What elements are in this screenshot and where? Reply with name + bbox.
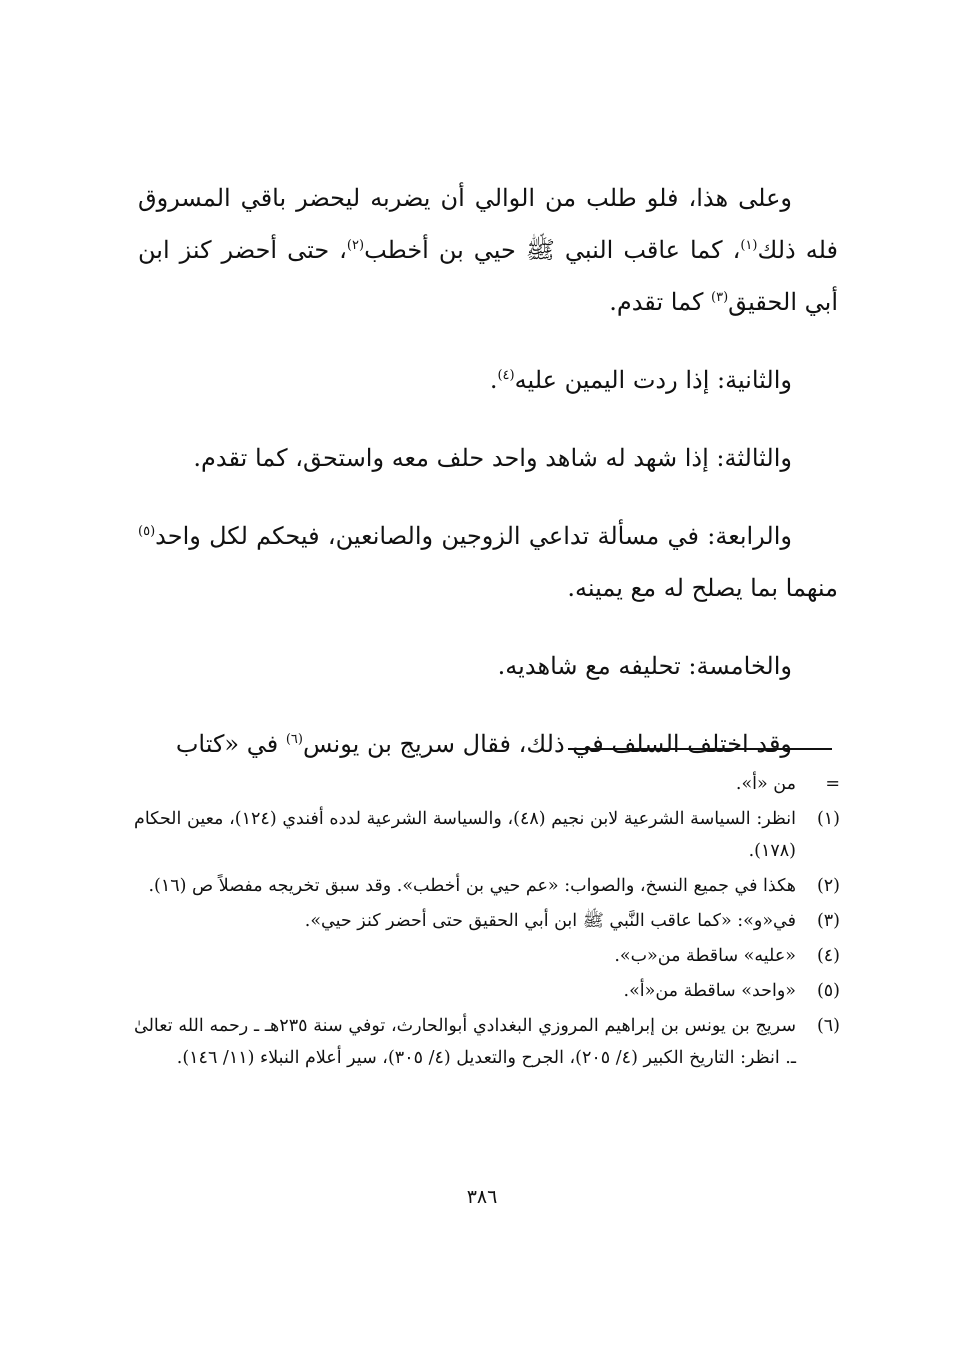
paragraph	[138, 432, 838, 484]
footnotes	[134, 768, 840, 1077]
footnote-mark: (٤)	[816, 946, 840, 966]
footnote-mark: (٥)	[816, 981, 840, 1001]
main-text	[138, 172, 838, 796]
footnote	[134, 870, 840, 902]
text-segment: وقد اختلف السلف في ذلك، فقال سريج بن يونس	[302, 730, 792, 758]
text-segment: كما تقدم.	[609, 288, 711, 316]
footnote-mark: (٣)	[816, 911, 840, 931]
footnote-mark: (٢)	[816, 876, 840, 896]
text-segment: .	[489, 366, 498, 394]
footnote-mark: (٦)	[816, 1016, 840, 1036]
text-segment: وعلى هذا، فلو طلب من الوالي أن يضربه ليحضر باقي المسروق فله ذلك	[138, 184, 838, 264]
footnote-ref: (١)	[740, 238, 758, 253]
footnote-mark: =	[825, 774, 840, 794]
footnote-text: من «أ».	[735, 774, 796, 794]
footnote-text: هكذا في جميع النسخ، والصواب: «عم حيي بن أخطب». وقد سبق تخريجه مفصلاً ص (١٦).	[148, 876, 796, 896]
text-segment: والثالثة: إذا شهد له شاهد واحد حلف معه واستحق، كما تقدم.	[193, 444, 792, 472]
footnote-ref: (٤)	[497, 368, 515, 383]
footnote	[134, 940, 840, 972]
footnote-separator	[568, 748, 832, 750]
text-segment: والثانية: إذا ردت اليمين عليه	[514, 366, 792, 394]
footnote-text: انظر: السياسة الشرعية لابن نجيم (٤٨)، والسياسة الشرعية لدده أفندي (١٢٤)، معين الحكام (١٧٨).	[134, 809, 796, 861]
footnote-text: سريج بن يونس بن إبراهيم المروزي البغدادي أبوالحارث، توفي سنة ٢٣٥هـ ـ رحمه الله تعالىٰ ـ. انظر: التاريخ الكبير (٤/ ٢٠٥)، الجرح والتعديل (٤/ ٣٠٥)، سير أعلام النبلاء (١١/ ١٤٦).	[134, 1016, 796, 1068]
footnote	[134, 1010, 840, 1074]
footnote	[134, 975, 840, 1007]
paragraph	[138, 510, 838, 614]
footnote-ref: (٣)	[711, 290, 729, 305]
text-segment: ، حتى أحضر كنز ابن أبي الحقيق	[138, 236, 838, 316]
footnote-text: «عليه» ساقطة من«ب».	[614, 946, 796, 966]
text-segment: والخامسة: تحليفه مع شاهديه.	[497, 652, 792, 680]
footnote-mark: (١)	[816, 809, 840, 829]
paragraph	[138, 172, 838, 328]
footnote	[134, 803, 840, 867]
footnote-text: «واحد» ساقطة من«أ».	[623, 981, 796, 1001]
footnote-ref: (٦)	[285, 732, 303, 747]
text-segment: والرابعة: في مسألة تداعي الزوجين والصانعين، فيحكم لكل واحد	[155, 522, 792, 550]
footnote-ref: (٢)	[346, 238, 365, 253]
text-segment: في «كتاب	[175, 730, 286, 758]
paragraph	[138, 640, 838, 692]
page-number: ٣٨٦	[466, 1186, 498, 1208]
footnote	[134, 768, 840, 800]
footnote-ref: (٥)	[138, 524, 156, 539]
text-segment: ، كما عاقب النبي ﷺ حيي بن أخطب	[364, 236, 741, 264]
footnote	[134, 905, 840, 937]
paragraph	[138, 354, 838, 406]
text-segment: منهما بما يصلح له مع يمينه.	[567, 574, 838, 602]
footnote-text: في«و»: «كما عاقب النَّبي ﷺ ابن أبي الحقيق حتى أحضر كنز حيي».	[304, 911, 796, 931]
paragraph	[138, 718, 838, 770]
